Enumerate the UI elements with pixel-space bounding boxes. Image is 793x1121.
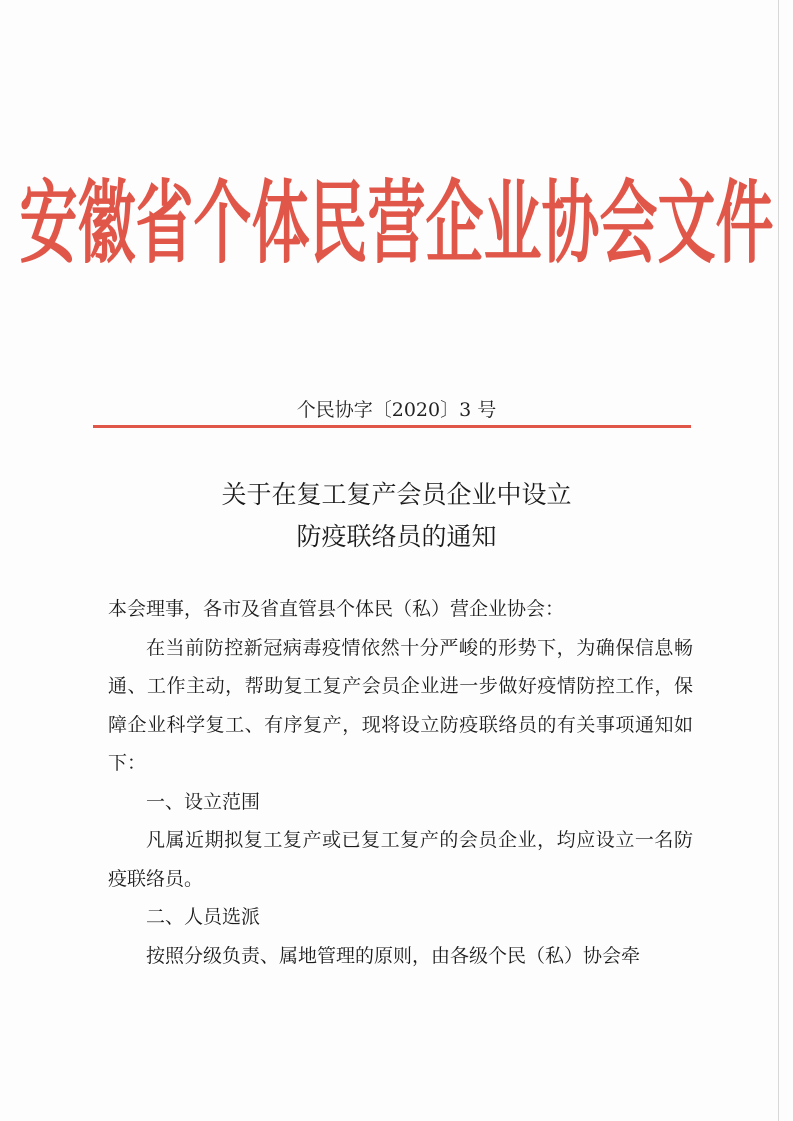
org-header-title: 安徽省个体民营企业协会文件 [19, 170, 774, 276]
salutation: 本会理事，各市及省直管县个体民（私）营企业协会： [108, 598, 565, 620]
scan-edge-line [778, 0, 779, 1121]
intro-paragraph: 在当前防控新冠病毒疫情依然十分严峻的形势下，为确保信息畅通、工作主动，帮助复工复产会员企业进一步做好疫情防控工作，保障企业科学复工、有序复产，现将设立防疫联络员的有关事项通知如下： [108, 636, 693, 774]
notice-title [0, 474, 793, 558]
section-1-text: 凡属近期拟复工复产或已复工复产的会员企业，均应设立一名防疫联络员。 [108, 829, 693, 890]
notice-title-line-2: 防疫联络员的通知 [296, 522, 497, 551]
red-divider-line [93, 425, 691, 428]
document-number: 个民协字〔2020〕3 号 [296, 399, 497, 421]
section-1-heading: 一、设立范围 [146, 790, 261, 813]
section-2-heading: 二、人员选派 [146, 906, 261, 928]
notice-title-line-1: 关于在复工复产会员企业中设立 [221, 480, 572, 509]
section-2-text: 按照分级负责、属地管理的原则，由各级个民（私）协会牵 [146, 944, 641, 967]
notice-body [108, 590, 693, 975]
